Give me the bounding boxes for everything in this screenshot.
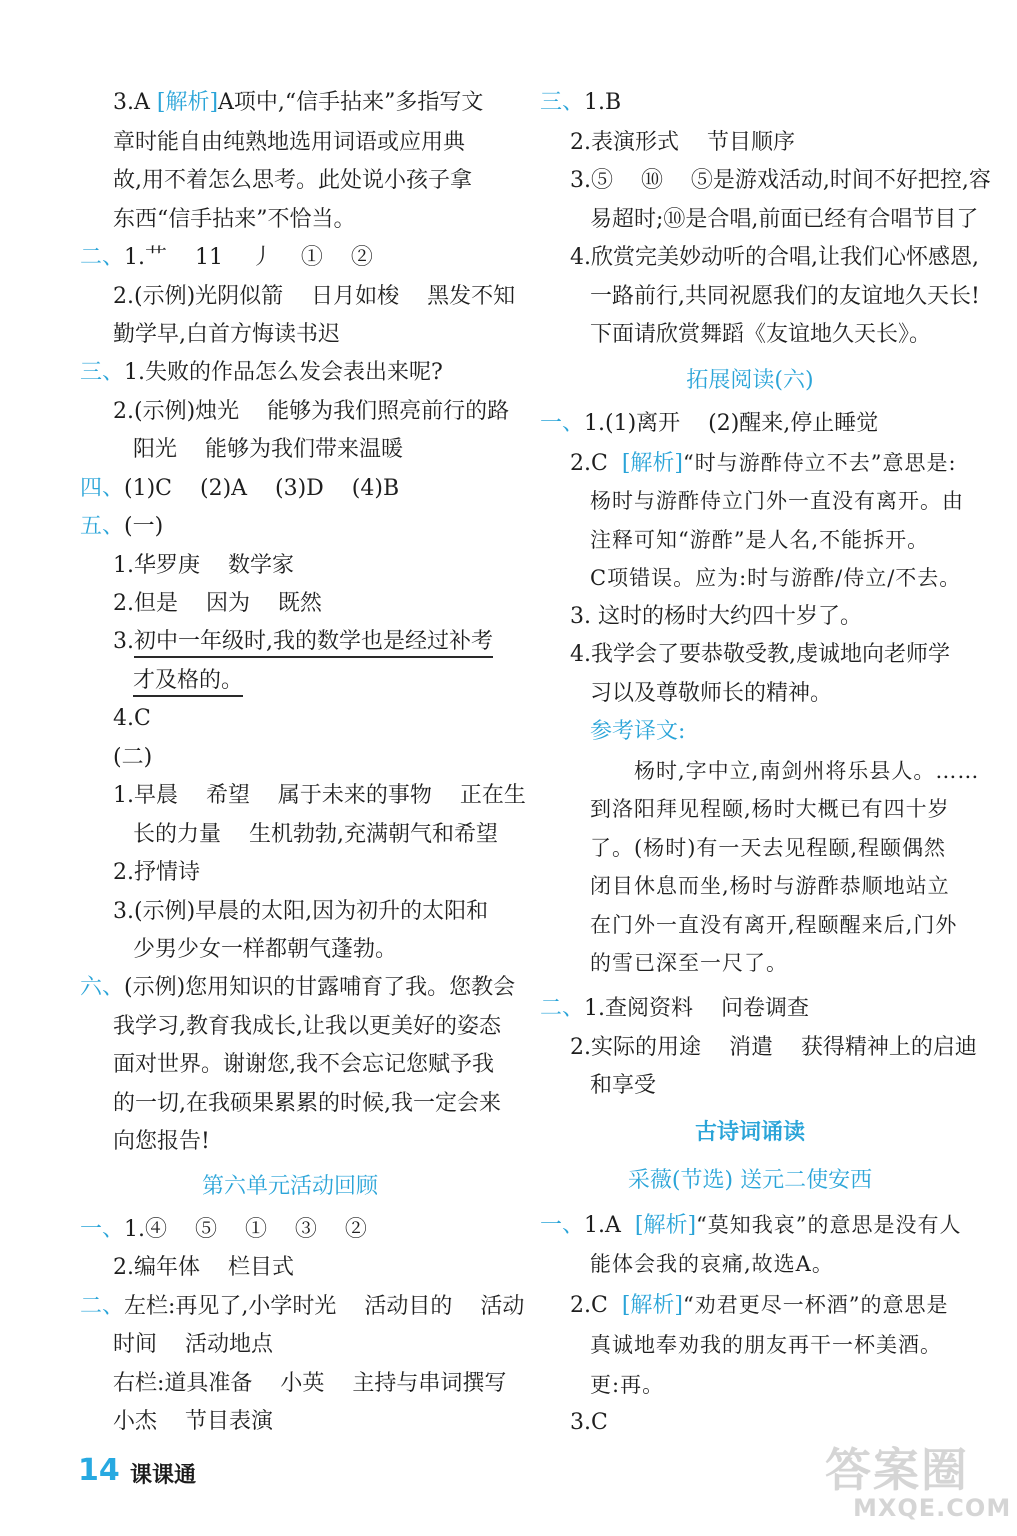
answer-line <box>570 602 862 632</box>
answer-text: 东西“信手拈来”不恰当。 <box>113 207 356 232</box>
answer-line <box>590 1071 656 1101</box>
answer-line <box>113 88 483 118</box>
answer-line <box>590 717 685 747</box>
answer-text: 的一切,在我硕果累累的时候,我一定会来 <box>113 1091 501 1116</box>
answer-line <box>590 563 961 593</box>
answer-line <box>113 1012 501 1042</box>
answer-text: 2.表演形式 节目顺序 <box>570 130 795 155</box>
answer-line <box>80 243 373 273</box>
answer-text: 阳光 能够为我们带来温暖 <box>133 437 403 462</box>
answer-line <box>113 1369 506 1399</box>
answer-text: 故,用不着怎么思考。此处说小孩子拿 <box>113 168 472 193</box>
answer-line <box>80 474 399 504</box>
answer-line <box>113 1407 273 1437</box>
watermark-title: 答案圈 <box>825 1443 969 1497</box>
answer-line <box>80 512 163 542</box>
answer-text: 注释可知“游酢”是人名,不能拆开。 <box>590 528 930 552</box>
page-number: 14 <box>78 1453 120 1488</box>
answer-line <box>590 320 931 350</box>
answer-line <box>113 1127 210 1157</box>
answer-line <box>113 166 472 196</box>
answer-text: “时与游酢侍立不去”意思是: <box>682 451 957 475</box>
answer-text: 长的力量 生机勃勃,充满朝气和希望 <box>133 822 498 847</box>
answer-line <box>113 205 356 235</box>
answer-text: 2.(示例)光阴似箭 日月如梭 黑发不知 <box>113 284 516 309</box>
answer-line <box>590 1370 664 1400</box>
answer-text: 真诚地奉劝我的朋友再干一杯美酒。 <box>590 1333 942 1357</box>
answer-text: 2.C <box>570 451 622 476</box>
answer-text: 1.A <box>584 1213 635 1238</box>
answer-text: 习以及尊敬师长的精神。 <box>590 681 833 706</box>
answer-text: 章时能自由纯熟地选用词语或应用典 <box>113 130 466 155</box>
answer-line <box>540 994 809 1024</box>
answer-line <box>590 282 980 312</box>
answer-text: 一路前行,共同祝愿我们的友谊地久天长! <box>590 284 980 309</box>
answer-text: 3.C <box>570 1410 608 1435</box>
answer-text: (一) <box>124 514 164 539</box>
answer-text: (1)C (2)A (3)D (4)B <box>124 476 400 501</box>
answer-text: 2.编年体 栏目式 <box>113 1255 294 1280</box>
answer-text: 1.失败的作品怎么发会表出来呢? <box>124 360 443 385</box>
answer-line <box>590 794 950 824</box>
question-number: 五、 <box>80 514 125 539</box>
answer-text: 4.欣赏完美妙动听的合唱,让我们心怀感恩, <box>570 245 979 270</box>
answer-line <box>80 973 515 1003</box>
answer-text: 闭目休息而坐,杨时与游酢恭顺地站立 <box>590 874 950 898</box>
answer-text: 1.(1)离开 (2)醒来,停止睡觉 <box>584 411 879 436</box>
analysis-tag: [解析] <box>634 1213 697 1238</box>
answer-line <box>590 833 946 863</box>
analysis-tag: [解析] <box>621 451 683 476</box>
answer-text: 初中一年级时,我的数学也是经过补考 <box>134 629 493 658</box>
question-number: 一、 <box>540 1213 585 1238</box>
answer-line <box>590 1330 942 1360</box>
answer-line <box>113 897 488 927</box>
answer-text: 3. 这时的杨时大约四十岁了。 <box>570 604 862 629</box>
answer-text: 才及格的。 <box>133 668 243 697</box>
answer-text: 1.④ ⑤ ① ③ ② <box>124 1217 367 1242</box>
answer-text: “劝君更尽一杯酒”的意思是 <box>682 1293 949 1317</box>
analysis-tag: [解析] <box>621 1293 683 1318</box>
answer-text: 1.查阅资料 问卷调查 <box>584 996 809 1021</box>
answer-line <box>570 1408 608 1438</box>
answer-line <box>590 525 929 555</box>
answer-text: C项错误。应为:时与游酢/侍立/不去。 <box>590 566 962 590</box>
answer-text: 1.华罗庚 数学家 <box>113 553 294 578</box>
answer-line <box>113 397 509 427</box>
answer-text: 3.A <box>113 90 157 115</box>
answer-line <box>113 1050 494 1080</box>
answer-text: 2.抒情诗 <box>113 860 200 885</box>
answer-line <box>113 282 515 312</box>
answer-line <box>113 1089 501 1119</box>
question-number: 一、 <box>540 411 585 436</box>
answer-text: 能体会我的哀痛,故选A。 <box>590 1252 834 1276</box>
answer-text: 4.我学会了要恭敬受教,虔诚地向老师学 <box>570 642 950 667</box>
answer-text: 2.C <box>570 1293 622 1318</box>
answer-text: 2.(示例)烛光 能够为我们照亮前行的路 <box>113 399 510 424</box>
book-name: 课课通 <box>130 1463 197 1488</box>
answer-text: (示例)您用知识的甘露哺育了我。您教会 <box>124 975 516 1000</box>
section-heading: 采薇(节选) 送元二使安西 <box>627 1168 873 1193</box>
answer-text: 面对世界。谢谢您,我不会忘记您赋予我 <box>113 1052 494 1077</box>
answer-line <box>113 1253 294 1283</box>
answer-line <box>113 704 151 734</box>
answer-line <box>590 679 832 709</box>
answer-text: 我学习,教育我成长,让我以更美好的姿态 <box>113 1014 501 1039</box>
answer-text: 勤学早,白首方悔读书迟 <box>113 322 340 347</box>
answer-text: 和享受 <box>590 1073 657 1098</box>
question-number: 四、 <box>80 476 125 501</box>
question-number: 六、 <box>80 975 125 1000</box>
answer-line <box>540 88 621 118</box>
answer-line <box>570 1033 977 1063</box>
answer-text: 2.实际的用途 消遣 获得精神上的启迪 <box>570 1035 977 1060</box>
question-number: 二、 <box>80 245 125 270</box>
answer-line <box>133 820 498 850</box>
answer-text: 时间 活动地点 <box>113 1332 273 1357</box>
answer-text: 了。(杨时)有一天去见程颐,程颐偶然 <box>590 836 947 860</box>
answer-line <box>540 1210 962 1240</box>
answer-line <box>80 1292 524 1322</box>
analysis-tag: [解析] <box>156 90 219 115</box>
watermark-logo <box>819 1434 1012 1530</box>
answer-line <box>113 1330 273 1360</box>
answer-text: A项中,“信手拈来”多指写文 <box>218 90 484 115</box>
answer-line <box>113 128 465 158</box>
answer-line <box>570 1290 948 1320</box>
section-heading: 古诗词诵读 <box>694 1120 805 1145</box>
answer-text: 1.B <box>584 90 622 115</box>
answer-text: 下面请欣赏舞蹈《友谊地久天长》。 <box>590 322 932 347</box>
answer-line <box>80 358 443 388</box>
answer-text: 3.(示例)早晨的太阳,因为初升的太阳和 <box>113 899 489 924</box>
analysis-tag: 参考译文: <box>590 719 686 744</box>
answer-text: 小杰 节目表演 <box>113 1409 273 1434</box>
answer-text: “莫知我哀”的意思是没有人 <box>696 1213 962 1237</box>
answer-line <box>133 666 243 696</box>
answer-line <box>570 243 979 273</box>
answer-text: 2.但是 因为 既然 <box>113 591 322 616</box>
answer-text: 更:再。 <box>590 1373 665 1397</box>
answer-line <box>113 627 493 657</box>
answer-line <box>113 781 526 811</box>
answer-line <box>590 871 950 901</box>
answer-text: 向您报告! <box>113 1129 210 1154</box>
answer-text: 1.早晨 希望 属于未来的事物 正在生 <box>113 783 526 808</box>
answer-line <box>113 320 340 350</box>
section-heading: 拓展阅读(六) <box>686 368 814 393</box>
answer-line <box>113 743 152 773</box>
answer-text: 4.C <box>113 706 151 731</box>
answer-text: 杨时,字中立,南剑州将乐县人。…… <box>634 759 980 783</box>
question-number: 二、 <box>540 996 585 1021</box>
answer-text: 在门外一直没有离开,程颐醒来后,门外 <box>590 913 958 937</box>
answer-line <box>590 486 964 516</box>
answer-line <box>133 935 397 965</box>
answer-text: 到洛阳拜见程颐,杨时大概已有四十岁 <box>590 797 950 821</box>
answer-text: 的雪已深至一尺了。 <box>590 951 788 975</box>
answer-line <box>590 205 978 235</box>
answer-line <box>634 756 979 786</box>
answer-line <box>113 858 200 888</box>
question-number: 一、 <box>80 1217 125 1242</box>
question-number: 二、 <box>80 1294 125 1319</box>
question-number: 三、 <box>80 360 125 385</box>
answer-text: 1.艹 11 丿 ① ② <box>124 245 373 270</box>
section-heading-unit6-review: 第六单元活动回顾 <box>201 1174 378 1199</box>
answer-line <box>570 448 957 478</box>
answer-text: 左栏:再见了,小学时光 活动目的 活动 <box>124 1294 525 1319</box>
answer-line <box>113 589 322 619</box>
watermark-url: MXQE.COM <box>853 1494 1012 1522</box>
answer-line <box>570 640 950 670</box>
answer-text: 少男少女一样都朝气蓬勃。 <box>133 937 398 962</box>
answer-line <box>590 1249 834 1279</box>
answer-text: 3. <box>113 629 134 654</box>
answer-text: 右栏:道具准备 小英 主持与串词撰写 <box>113 1371 507 1396</box>
answer-line <box>113 551 294 581</box>
answer-text: 易超时;⑩是合唱,前面已经有合唱节目了 <box>590 207 979 232</box>
answer-line <box>570 128 795 158</box>
answer-text: 3.⑤ ⑩ ⑤是游戏活动,时间不好把控,容 <box>570 168 991 193</box>
question-number: 三、 <box>540 90 585 115</box>
answer-text: (二) <box>113 745 153 770</box>
answer-line <box>570 166 991 196</box>
answer-line <box>80 1215 367 1245</box>
answer-line <box>590 910 957 940</box>
answer-line <box>540 409 878 439</box>
answer-line <box>590 948 788 978</box>
answer-line <box>133 435 403 465</box>
answer-text: 杨时与游酢侍立门外一直没有离开。由 <box>590 489 964 513</box>
